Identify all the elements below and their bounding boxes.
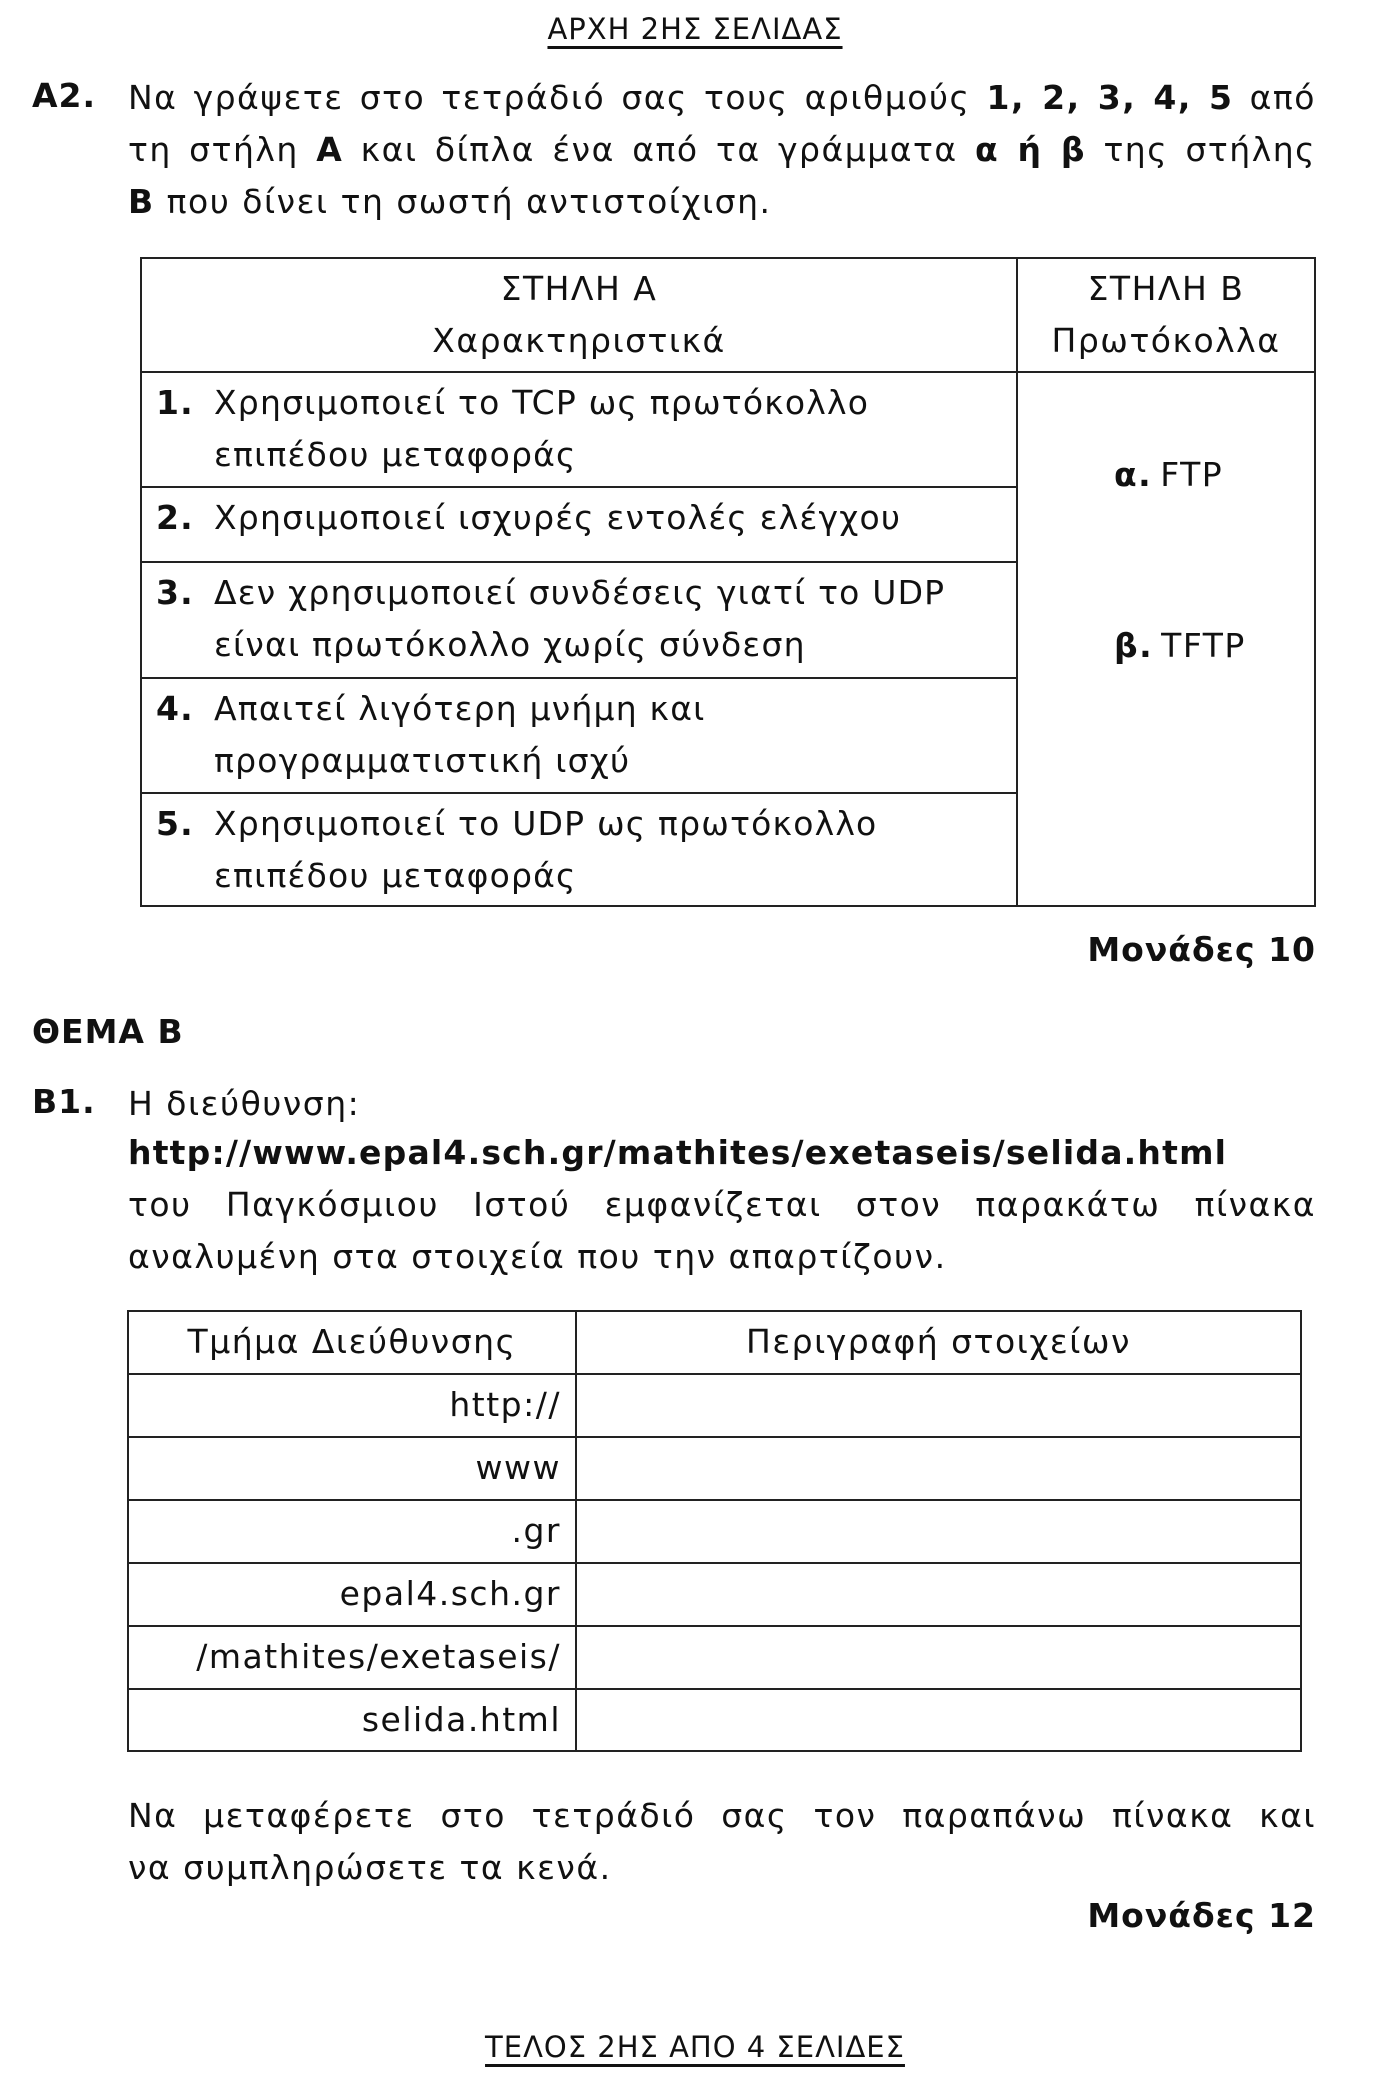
question-label-a2: Α2. (32, 76, 97, 115)
b1-instruction-line-2: να συμπληρώσετε τα κενά. (128, 1848, 612, 1887)
a2-letters: α ή β (974, 130, 1087, 169)
page-footer: ΤΕΛΟΣ 2ΗΣ ΑΠΟ 4 ΣΕΛΙΔΕΣ (485, 2030, 905, 2064)
description-cell-empty (577, 1690, 1300, 1753)
header-url-part: Τμήμα Διεύθυνσης (187, 1322, 517, 1361)
points-b1: Μονάδες 12 (1087, 1896, 1316, 1935)
table-row (129, 1564, 1300, 1627)
row-text-line: Δεν χρησιμοποιεί συνδέσεις γιατί το UDP (214, 573, 946, 612)
url-part: .gr (511, 1511, 561, 1550)
table-row (129, 1438, 1300, 1501)
row-text (214, 567, 945, 671)
a2-column-b: Β (128, 182, 155, 221)
table-row (142, 373, 1016, 488)
b1-instruction-line-1: Να μεταφέρετε στο τετράδιό σας τον παραπάνω πίνακα και (128, 1796, 1316, 1835)
option-letter: α. (1114, 455, 1153, 494)
row-number: 5. (156, 804, 194, 843)
a2-line-2 (128, 124, 1316, 176)
column-a-subtitle: Χαρακτηριστικά (432, 321, 726, 360)
a2-text: που δίνει τη σωστή αντιστοίχιση. (154, 182, 772, 221)
row-text-line: Χρησιμοποιεί το TCP ως πρωτόκολλο (214, 383, 870, 422)
row-text-line: προγραμματιστική ισχύ (214, 741, 631, 780)
a2-text: από (1233, 78, 1316, 117)
option-text: TFTP (1161, 626, 1246, 665)
option-text: FTP (1160, 455, 1224, 494)
url-part: www (475, 1448, 561, 1487)
row-text-line: επιπέδου μεταφοράς (214, 435, 577, 474)
row-text-line: Χρησιμοποιεί ισχυρές εντολές ελέγχου (214, 498, 902, 537)
points-a2: Μονάδες 10 (1087, 930, 1316, 969)
row-text-line: Χρησιμοποιεί το UDP ως πρωτόκολλο (214, 804, 878, 843)
page-header: ΑΡΧΗ 2ΗΣ ΣΕΛΙΔΑΣ (547, 12, 843, 46)
table-row (129, 1375, 1300, 1438)
column-b-subtitle: Πρωτόκολλα (1051, 321, 1281, 360)
row-number: 1. (156, 383, 194, 422)
a2-line-1 (128, 72, 1316, 124)
a2-text: και δίπλα ένα από τα γράμματα (343, 130, 975, 169)
row-number: 4. (156, 689, 194, 728)
table-row (142, 488, 1016, 563)
b1-line-1: Η διεύθυνση: (128, 1084, 361, 1123)
url-parts-table (127, 1310, 1302, 1752)
table-row (129, 1501, 1300, 1564)
row-text-line: επιπέδου μεταφοράς (214, 856, 577, 895)
a2-text: Να γράψετε στο τετράδιό σας τους αριθμούς (128, 78, 987, 117)
url-part: http:// (449, 1385, 561, 1424)
column-b-title: ΣΤΗΛΗ Β (1087, 269, 1245, 308)
a2-column-a: Α (316, 130, 344, 169)
option-letter: β. (1114, 626, 1154, 665)
column-a-header (142, 259, 1016, 373)
table-header-row (129, 1312, 1300, 1375)
a2-line-3 (128, 176, 1316, 228)
option-beta (1114, 626, 1246, 665)
column-divider (575, 1312, 577, 1750)
description-cell-empty (577, 1438, 1300, 1499)
row-text (214, 798, 877, 902)
description-cell-empty (577, 1564, 1300, 1625)
table-row (129, 1627, 1300, 1690)
column-divider (1016, 259, 1018, 905)
row-number: 3. (156, 573, 194, 612)
a2-text: της στήλης (1086, 130, 1316, 169)
a2-numbers: 1, 2, 3, 4, 5 (986, 78, 1234, 117)
header-description: Περιγραφή στοιχείων (746, 1322, 1131, 1361)
description-cell-empty (577, 1627, 1300, 1688)
row-text-line: είναι πρωτόκολλο χωρίς σύνδεση (214, 625, 806, 664)
column-a-title: ΣΤΗΛΗ Α (500, 269, 658, 308)
url-part: epal4.sch.gr (339, 1574, 561, 1613)
description-cell-empty (577, 1375, 1300, 1436)
url-part: selida.html (361, 1700, 561, 1739)
b1-line-3: του Παγκόσμιου Ιστού εμφανίζεται στον παρακάτω πίνακα (128, 1185, 1316, 1224)
b1-line-4: αναλυμένη στα στοιχεία που την απαρτίζουν. (128, 1237, 947, 1276)
section-title-theme-b: ΘΕΜΑ Β (32, 1012, 184, 1051)
table-row (142, 794, 1016, 905)
question-label-b1: Β1. (32, 1082, 96, 1121)
table-row (142, 679, 1016, 794)
matching-table (140, 257, 1316, 907)
row-text (214, 377, 869, 481)
row-text (214, 683, 706, 787)
description-cell-empty (577, 1501, 1300, 1562)
a2-text: τη στήλη (128, 130, 317, 169)
row-text (214, 492, 901, 544)
table-row (142, 563, 1016, 679)
option-alpha (1114, 455, 1223, 494)
row-number: 2. (156, 498, 194, 537)
table-row (129, 1690, 1300, 1753)
b1-url: http://www.epal4.sch.gr/mathites/exetaseis/selida.html (128, 1133, 1228, 1172)
row-text-line: Απαιτεί λιγότερη μνήμη και (214, 689, 706, 728)
column-b-header (1018, 259, 1314, 373)
url-part: /mathites/exetaseis/ (196, 1637, 561, 1676)
